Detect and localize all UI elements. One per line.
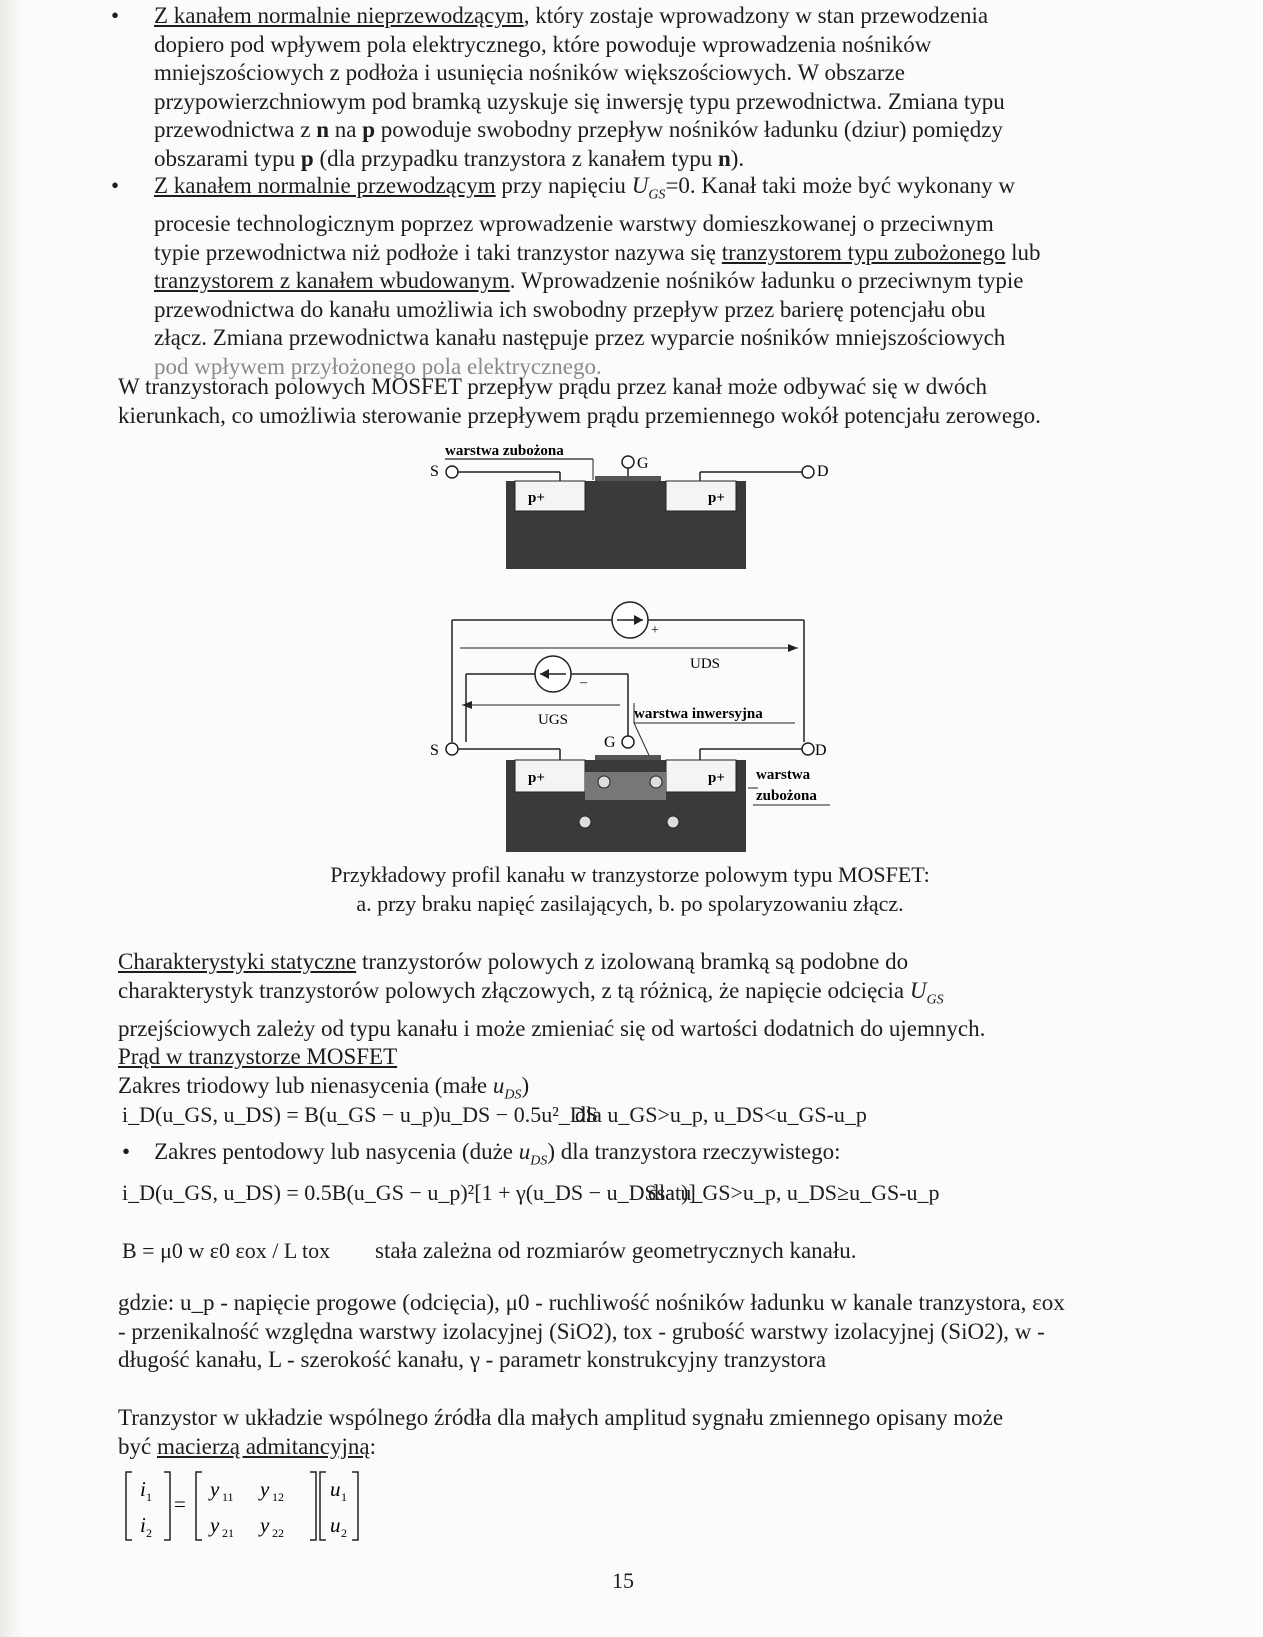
- svg-text:+: +: [651, 623, 659, 638]
- svg-text:y: y: [260, 1513, 270, 1537]
- p-plus-source-b: [515, 760, 585, 792]
- bullet-dot: •: [111, 173, 120, 198]
- svg-text:11: 11: [222, 1490, 234, 1504]
- gate-terminal-a: [622, 456, 634, 468]
- svg-text:21: 21: [222, 1526, 234, 1540]
- common-source-paragraph: Tranzystor w układzie wspólnego źródła dla małych amplitud sygnału zmiennego opisany może być macierzą admitancyjną:: [118, 1405, 1004, 1459]
- bullet-normally-on: • Z kanałem normalnie przewodzącym przy napięciu $U_{GS}=0$. Kanał taki może być wykonany w procesie technologicznym poprzez wprowadzenie warstwy domieszkowanej o przeciwnym typie przewodnictwa niż podłoże i taki tranzystor nazywa się tranzystorem typu zubożonego lub tranzystorem z kanałem wbudowanym. Wprowadzenie nośników ładunku o przeciwnym typie przewodnictwa do kanału umożliwia ich swobodny przepływ przez barierę potencjału obu złącz. Zmiana przewodnictwa kanału następuje przez wyparcie nośników mniejszościowych pod wpływem przyłożonego pola elektrycznego.: [111, 173, 1041, 379]
- drain-label-b: D: [815, 742, 827, 759]
- source-terminal-a: [446, 466, 458, 478]
- gate-label-a: G: [637, 455, 649, 472]
- section-heading: Prąd w tranzystorze MOSFET: [118, 1044, 398, 1070]
- svg-text:p+: p+: [708, 490, 725, 506]
- admittance-matrix: [124, 1468, 374, 1548]
- where-paragraph: gdzie: u_p - napięcie progowe (odcięcia), μ0 - ruchliwość nośników ładunku w kanale tranzystora, εox - przenikalność względna warstwy izolacyjnej (SiO2), tox - grubość warstwy izolacyjnej (SiO2), w - długość kanału, L - szerokość kanału, γ - parametr konstrukcyjny tranzystora: [118, 1290, 1065, 1372]
- condition-triode: dla u_GS>u_p, u_DS<u_GS-u_p: [575, 1102, 867, 1127]
- term-normally-on: Z kanałem normalnie przewodzącym: [154, 173, 496, 198]
- bullet-dot: •: [111, 3, 120, 28]
- svg-text:y: y: [260, 1477, 270, 1501]
- svg-text:p+: p+: [528, 490, 545, 506]
- equation-pentode: i_D(u_GS, u_DS) = 0.5B(u_GS − u_p)²[1 + γ(u_DS − u_DSsat)]: [122, 1180, 696, 1205]
- svg-text:2: 2: [341, 1526, 347, 1540]
- svg-text:y: y: [210, 1513, 220, 1537]
- svg-text:1: 1: [146, 1490, 152, 1504]
- source-label-b: S: [430, 742, 439, 759]
- equation-b: B = μ0 w ε0 εox / L tox: [122, 1238, 331, 1263]
- label-inversion-layer: warstwa inwersyjna: [634, 706, 763, 722]
- svg-text:u: u: [330, 1513, 341, 1537]
- gate-label-b: G: [604, 734, 616, 751]
- equation-b-description: stała zależna od rozmiarów geometrycznych kanału.: [375, 1238, 857, 1263]
- figure-a: [430, 443, 829, 569]
- source-terminal-b: [446, 743, 458, 755]
- label-depletion-b-1: warstwa: [756, 767, 811, 783]
- svg-text:–: –: [580, 675, 587, 690]
- p-plus-drain-a: [666, 481, 736, 511]
- gate-terminal-b: [622, 736, 634, 748]
- equation-triode: i_D(u_GS, u_DS) = B(u_GS − u_p)u_DS − 0.5u²_DS: [122, 1102, 598, 1127]
- label-depletion-b-2: zubożona: [756, 788, 817, 804]
- drain-terminal-a: [802, 466, 814, 478]
- svg-text:12: 12: [272, 1490, 284, 1504]
- svg-text:i: i: [140, 1513, 146, 1537]
- svg-text:u: u: [330, 1477, 341, 1501]
- term-normally-off: Z kanałem normalnie nieprzewodzącym: [154, 3, 524, 28]
- bullet-normally-off: • Z kanałem normalnie nieprzewodzącym, który zostaje wprowadzony w stan przewodzenia dopiero pod wpływem pola elektrycznego, które powoduje wprowadzenia nośników mniejszościowych z podłoża i usunięcia nośników większościowych. W obszarze przypowierzchniowym pod bramką uzyskuje się inwersję typu przewodnictwa. Zmiana typu przewodnictwa z n na p powoduje swobodny przepływ nośników ładunku (dziur) pomiędzy obszarami typu p (dla przypadku tranzystora z kanałem typu n).: [111, 3, 1005, 171]
- svg-text:p+: p+: [528, 770, 545, 786]
- static-characteristics: Charakterystyki statyczne tranzystorów polowych z izolowaną bramką są podobne do charakterystyk tranzystorów polowych złączowych, z tą różnicą, że napięcie odcięcia $U_{GS}$ przejściowych zależy od typu kanału i może zmieniać się od wartości dodatnich do ujemnych. Prąd w tranzystorze MOSFET Zakres triodowy lub nienasycenia (małe $u_{DS}$): [118, 949, 986, 1103]
- svg-text:22: 22: [272, 1526, 284, 1540]
- intro-paragraph: W tranzystorach polowych MOSFET przepływ prądu przez kanał może odbywać się w dwóch kierunkach, co umożliwia sterowanie przepływem prądu przemiennego wokół potencjału zerowego.: [118, 374, 1041, 428]
- figure-b: [430, 602, 830, 852]
- label-depletion-a: warstwa zubożona: [445, 443, 564, 459]
- svg-text:y: y: [210, 1477, 220, 1501]
- source-label-a: S: [430, 463, 439, 480]
- svg-text:i: i: [140, 1477, 146, 1501]
- svg-text:1: 1: [341, 1490, 347, 1504]
- pentode-paragraph: • Zakres pentodowy lub nasycenia (duże $u_{DS}$) dla tranzystora rzeczywistego:: [122, 1139, 841, 1169]
- condition-pentode: dla u_GS>u_p, u_DS≥u_GS-u_p: [648, 1180, 940, 1205]
- page-number: 15: [612, 1568, 634, 1593]
- figure-caption: Przykładowy profil kanału w tranzystorze polowym typu MOSFET: a. przy braku napięć zasilających, b. po spolaryzowaniu złącz.: [330, 862, 930, 916]
- p-plus-source-a: [515, 481, 585, 511]
- p-plus-drain-b: [666, 760, 736, 792]
- label-ugs: UGS: [538, 712, 569, 728]
- drain-terminal-b: [802, 743, 814, 755]
- svg-text:2: 2: [146, 1526, 152, 1540]
- label-uds: UDS: [690, 656, 721, 672]
- svg-text:=: =: [174, 1492, 186, 1516]
- drain-label-a: D: [817, 463, 829, 480]
- svg-text:p+: p+: [708, 770, 725, 786]
